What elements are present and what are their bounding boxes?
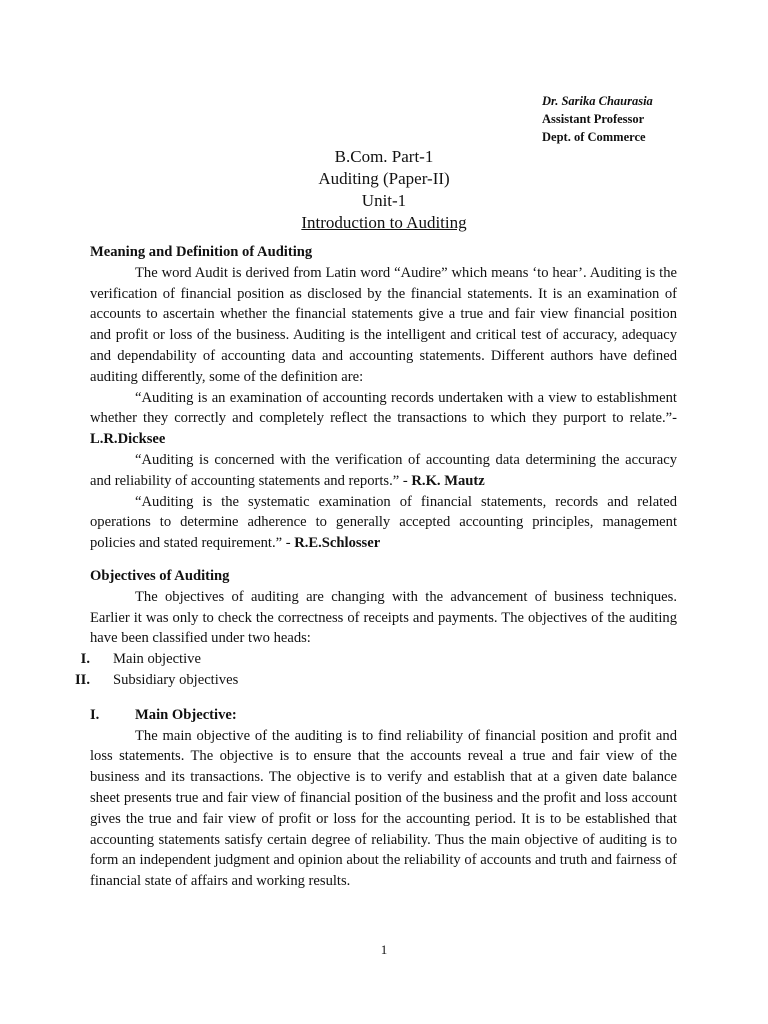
- definition-text: “Auditing is concerned with the verification of accounting data determining the accuracy and reliability of accounting statements and reports.” -: [90, 451, 677, 489]
- list-text: Main objective: [113, 651, 201, 668]
- list-number: I.: [80, 651, 90, 668]
- definition-dicksee: [90, 388, 677, 450]
- paper-title: Auditing (Paper-II): [318, 169, 450, 188]
- subsection-number: I.: [90, 706, 100, 723]
- document-body: [74, 242, 677, 892]
- definition-mautz: [90, 450, 677, 492]
- list-item: [80, 649, 677, 670]
- section-heading-meaning: Meaning and Definition of Auditing: [90, 244, 313, 260]
- course-title: B.Com. Part-1: [334, 147, 434, 166]
- paragraph-meaning: The word Audit is derived from Latin word “Audire” which means ‘to hear’. Auditing is the verification of financial position as disclosed by the financial statements. It is an examination of accounts to ascertain whether the financial statements give a true and fair view financial position and profit or loss of the business. Auditing is the intelligent and critical test of accuracy, adequacy and dependability of accounting data and accounting statements. Different authors have defined auditing differently, some of the definition are:: [90, 264, 677, 385]
- subsection-heading-main-objective: [90, 705, 677, 726]
- subsection-title: Main Objective:: [135, 706, 237, 723]
- definition-source: R.E.Schlosser: [294, 535, 381, 552]
- author-name: Dr. Sarika Chaurasia: [542, 94, 653, 108]
- topic-title: Introduction to Auditing: [301, 213, 467, 232]
- list-number: II.: [74, 671, 90, 688]
- section-heading-objectives: Objectives of Auditing: [90, 567, 230, 584]
- definition-schlosser: [90, 492, 677, 554]
- page-number: 1: [380, 942, 388, 957]
- definition-text: “Auditing is the systematic examination of financial statements, records and related operations to determine adherence to generally accepted accounting principles, management policies and stated requirement.” -: [90, 493, 677, 552]
- paragraph-objectives: The objectives of auditing are changing with the advancement of business techniques. Earlier it was only to check the correctness of receipts and payments. The objectives of the auditing have been classified under two heads:: [90, 588, 677, 647]
- paragraph-main-objective: The main objective of the auditing is to find reliability of financial position and profit and loss statements. The objective is to ensure that the accounts reveal a true and fair view of the business and its transactions. The objective is to verify and establish that at a given date balance sheet presents true and fair view of financial position of the business and the profit and loss account gives the true and fair view of profit or loss for the accounting period. It is to be established that accounting statements satisfy certain degree of reliability. Thus the main objective of auditing is to form an independent judgment and opinion about the reliability of accounts and truth and fairness of financial state of affairs and working results.: [90, 727, 677, 890]
- unit-title: Unit-1: [361, 191, 407, 210]
- list-text: Subsidiary objectives: [113, 671, 239, 688]
- definition-source: R.K. Mautz: [411, 472, 485, 489]
- list-item: [74, 670, 677, 691]
- title-block: [0, 146, 768, 234]
- author-designation: Assistant Professor: [542, 112, 645, 126]
- definition-text: “Auditing is an examination of accounting records undertaken with a view to establishment whether they correctly and completely reflect the transactions to which they purport to relate.”-: [90, 389, 677, 427]
- author-block: [542, 92, 653, 146]
- author-department: Dept. of Commerce: [542, 130, 646, 144]
- definition-source: L.R.Dicksee: [90, 431, 166, 448]
